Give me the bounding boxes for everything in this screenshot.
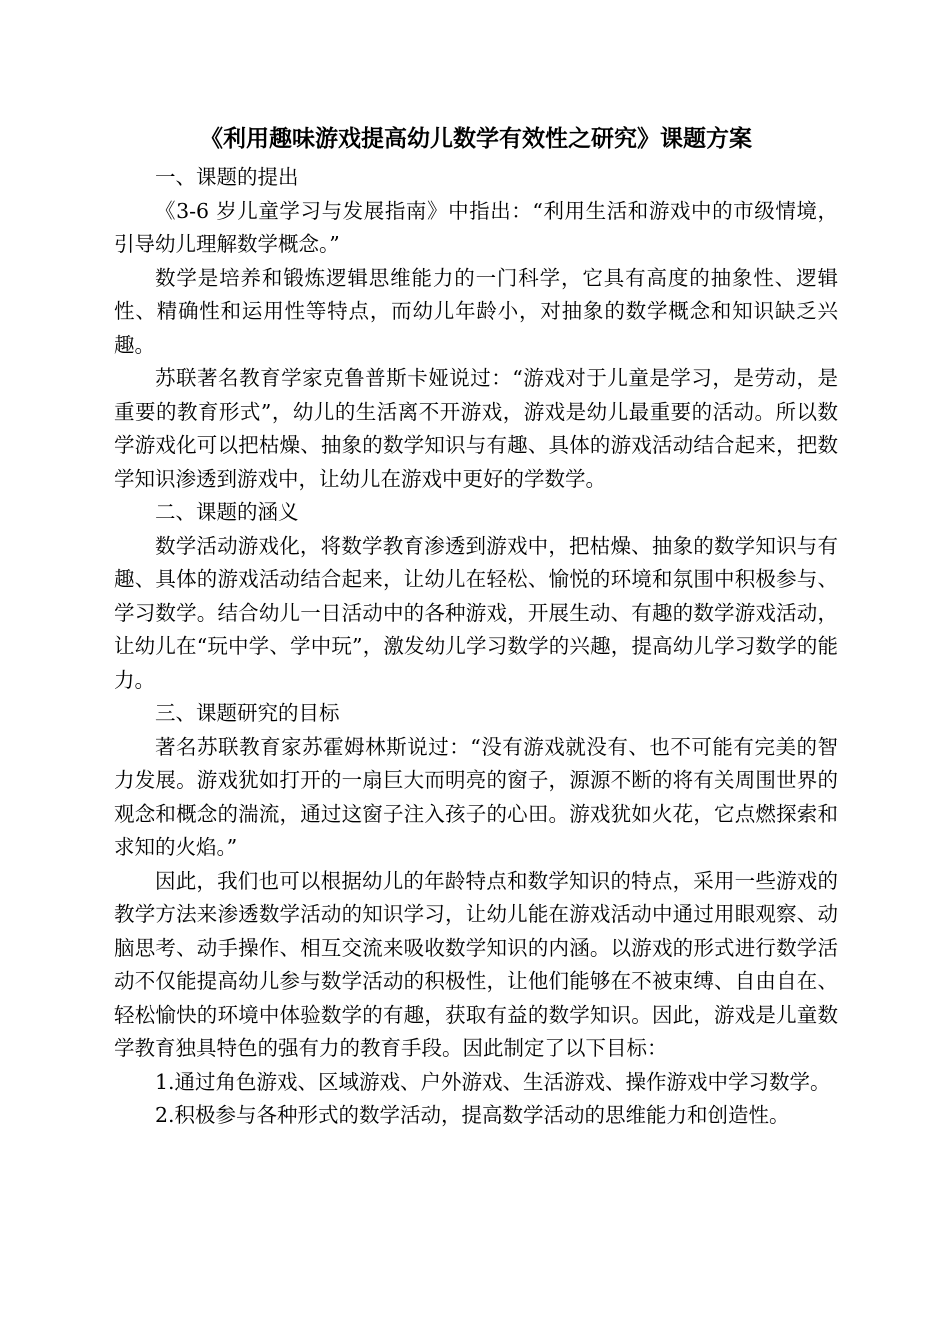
paragraph-math-nature: 数学是培养和锻炼逻辑思维能力的一门科学，它具有高度的抽象性、逻辑性、精确性和运用性等特点，而幼儿年龄小，对抽象的数学概念和知识缺乏兴趣。 xyxy=(114,265,838,357)
paragraph-guideline-quote: 《3-6 岁儿童学习与发展指南》中指出：“利用生活和游戏中的市级情境，引导幼儿理解数学概念。” xyxy=(114,198,838,256)
paragraph-therefore: 因此，我们也可以根据幼儿的年龄特点和数学知识的特点，采用一些游戏的教学方法来渗透数学活动的知识学习，让幼儿能在游戏活动中通过用眼观察、动脑思考、动手操作、相互交流来吸收数学知识的内涵。以游戏的形式进行数学活动不仅能提高幼儿参与数学活动的积极性，让他们能够在不被束缚、自由自在、轻松愉快的环境中体验数学的有趣，获取有益的数学知识。因此，游戏是儿童数学教育独具特色的强有力的教育手段。因此制定了以下目标： xyxy=(114,868,838,1060)
section-heading-3: 三、课题研究的目标 xyxy=(155,701,340,725)
goal-item-2: 2.积极参与各种形式的数学活动，提高数学活动的思维能力和创造性。 xyxy=(155,1103,790,1127)
section-heading-1: 一、课题的提出 xyxy=(155,165,299,189)
goal-item-1: 1.通过角色游戏、区域游戏、户外游戏、生活游戏、操作游戏中学习数学。 xyxy=(155,1069,831,1094)
paragraph-topic-meaning: 数学活动游戏化，将数学教育渗透到游戏中，把枯燥、抽象的数学知识与有趣、具体的游戏活动结合起来，让幼儿在轻松、愉悦的环境和氛围中积极参与、学习数学。结合幼儿一日活动中的各种游戏，开展生动、有趣的数学游戏活动，让幼儿在“玩中学、学中玩”，激发幼儿学习数学的兴趣，提高幼儿学习数学的能力。 xyxy=(114,533,838,692)
paragraph-sukhomlinsky-quote: 著名苏联教育家苏霍姆林斯说过：“没有游戏就没有、也不可能有完美的智力发展。游戏犹如打开的一扇巨大而明亮的窗子，源源不断的将有关周围世界的观念和概念的湍流，通过这窗子注入孩子的心田。游戏犹如火花，它点燃探索和求知的火焰。” xyxy=(114,734,838,859)
document-body xyxy=(114,161,838,1133)
document-page xyxy=(114,117,838,1133)
section-heading-2: 二、课题的涵义 xyxy=(155,500,299,524)
paragraph-krupskaya-quote: 苏联著名教育学家克鲁普斯卡娅说过：“游戏对于儿童是学习，是劳动，是重要的教育形式”，幼儿的生活离不开游戏，游戏是幼儿最重要的活动。所以数学游戏化可以把枯燥、抽象的数学知识与有趣、具体的游戏活动结合起来，把数学知识渗透到游戏中，让幼儿在游戏中更好的学数学。 xyxy=(114,366,838,491)
document-title: 《利用趣味游戏提高幼儿数学有效性之研究》课题方案 xyxy=(200,125,752,152)
